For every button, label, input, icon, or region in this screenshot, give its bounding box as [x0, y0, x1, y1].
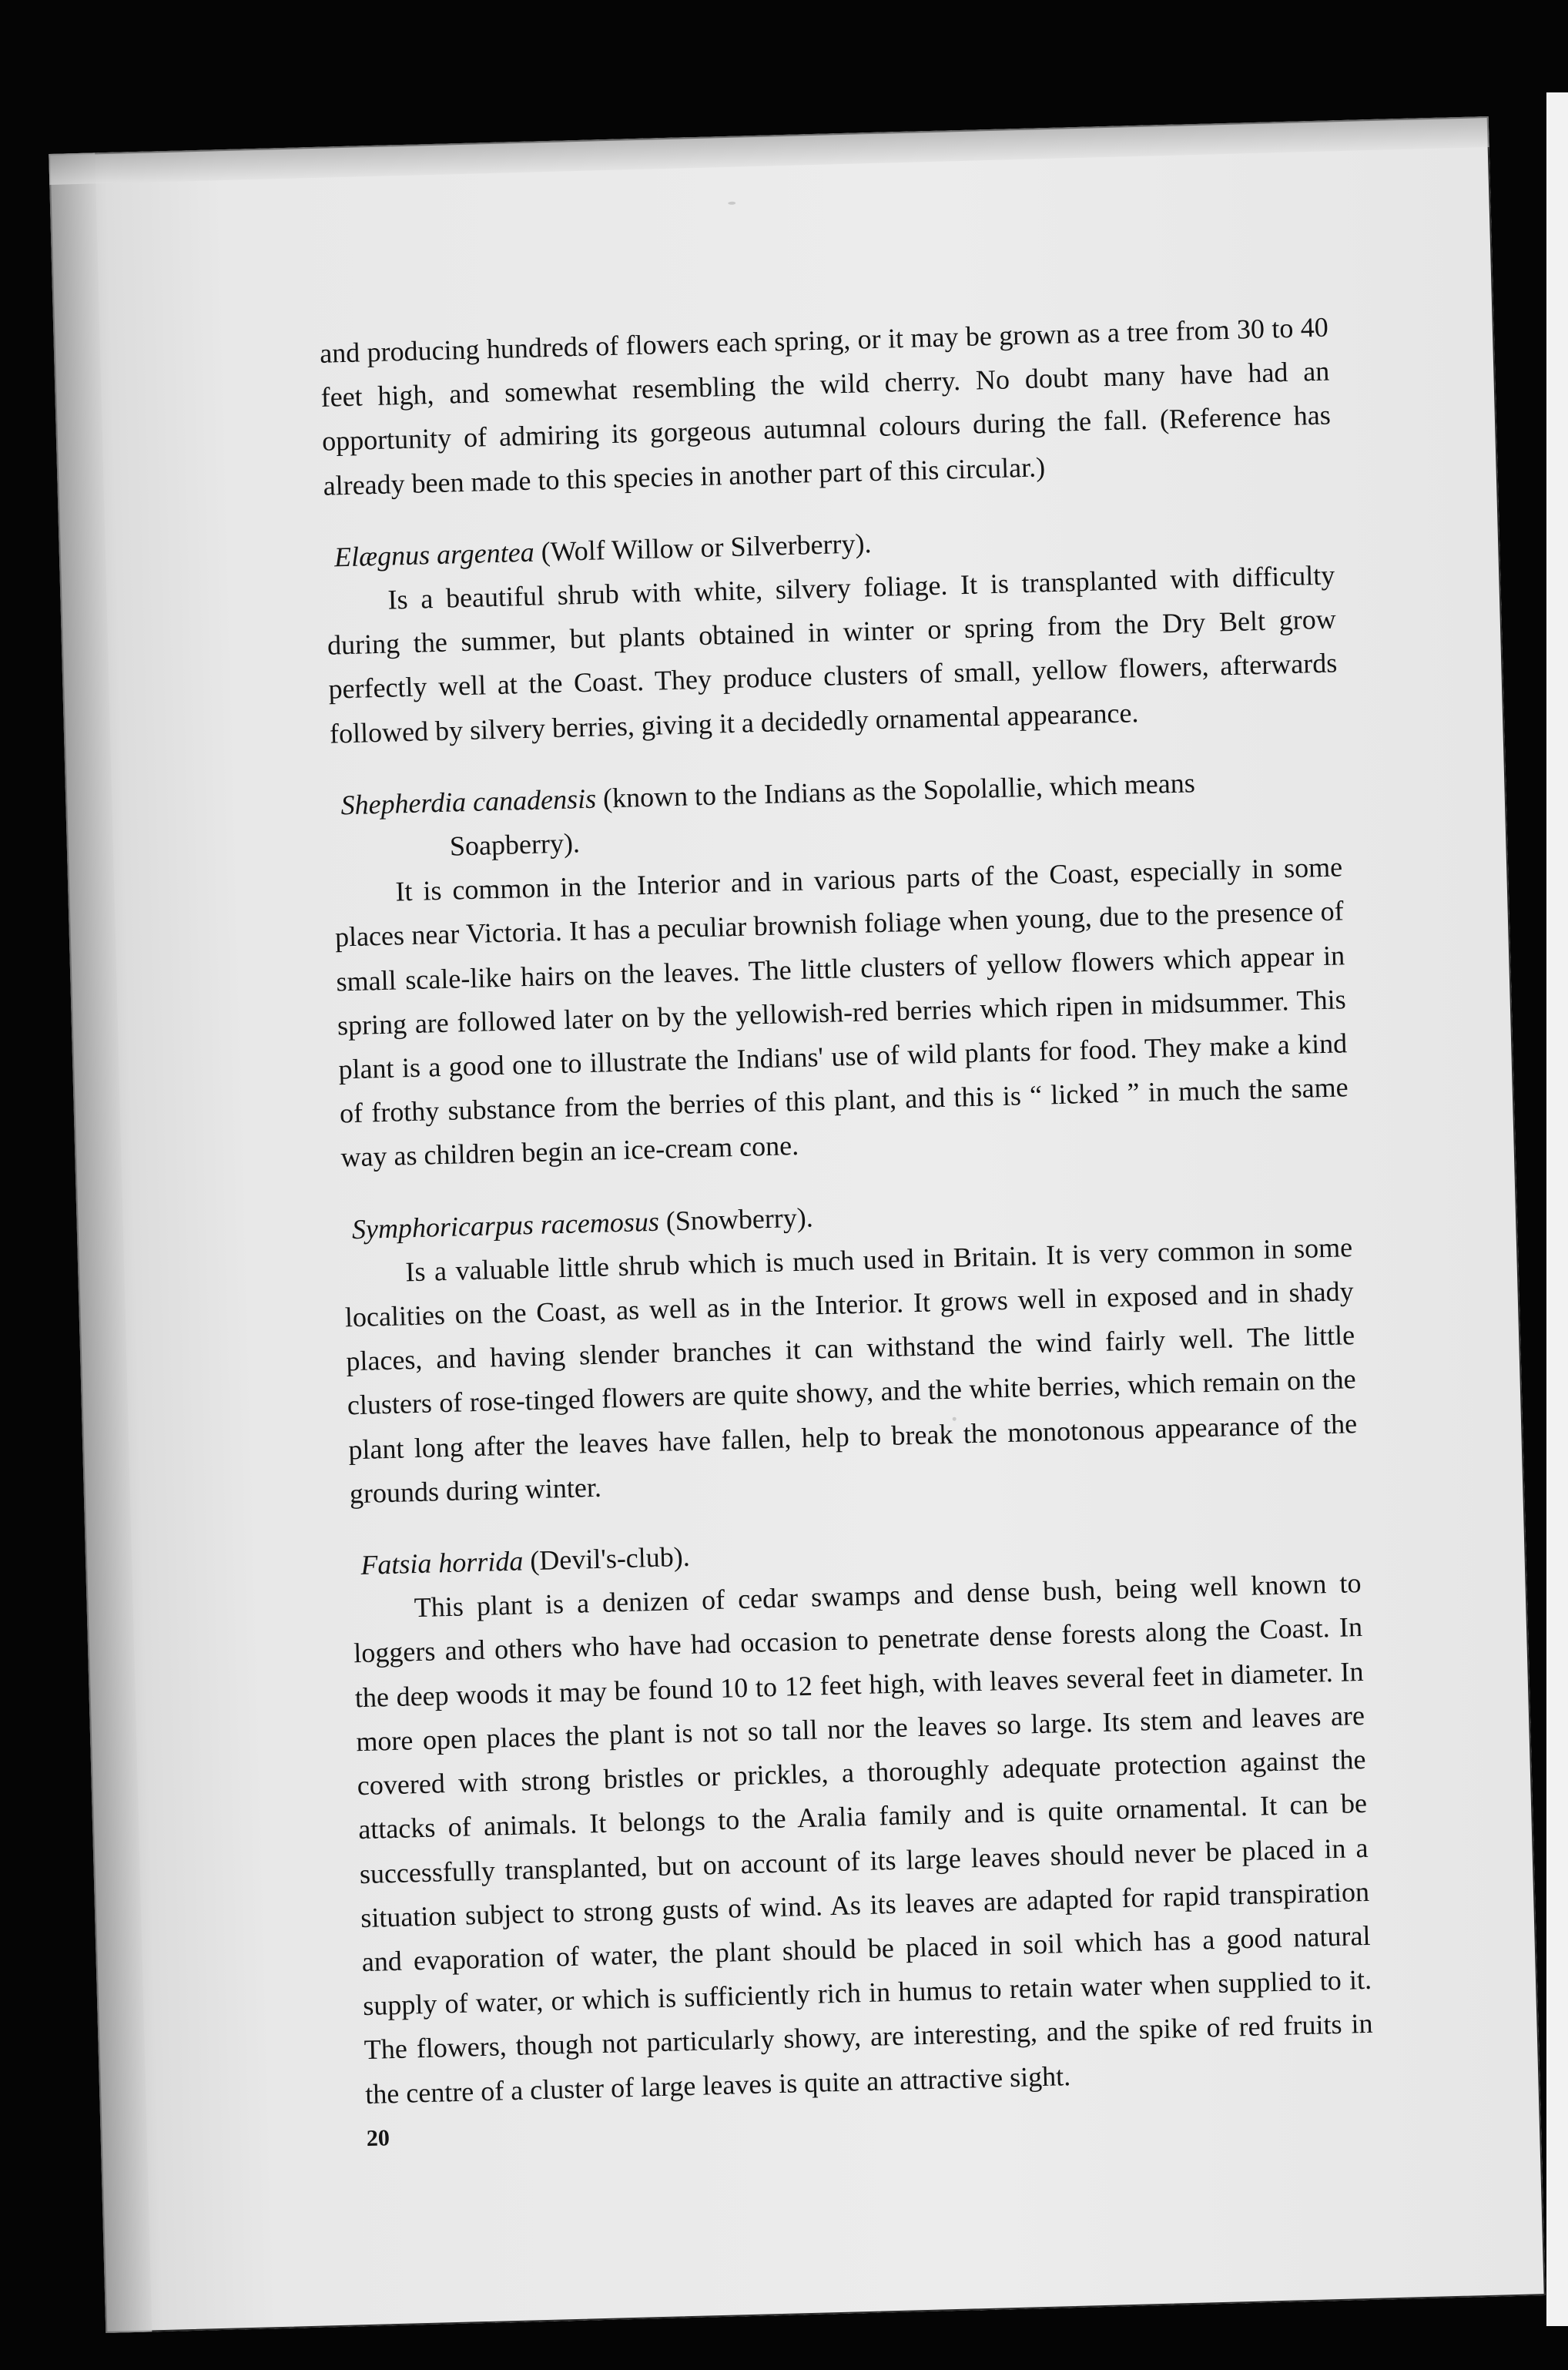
- page-top-shadow: [49, 116, 1489, 185]
- section-body: This plant is a denizen of cedar swamps and dense bush, being well known to loggers and others who have had occasion to penetrate dense forests along the Coast. In the deep woods it may be found 10 to 12 feet high, with leaves several feet in diameter. In more open places the plant is not so tall nor the leaves so large. Its stem and leaves are covered with strong bristles or prickles, a thoroughly adequate protection against the attacks of animals. It belongs to the Aralia family and is quite ornamental. It can be successfully transplanted, but on account of its large leaves should never be placed in a situation subject to strong gusts of wind. As its leaves are adapted for rapid transpiration and evaporation of water, the plant should be placed in soil which has a good natural supply of water, or which is sufficiently rich in humus to retain water when supplied to it. The flowers, though not particularly showy, are interesting, and the spike of red fruits in the centre of a cluster of large leaves is quite an attractive sight.: [353, 1567, 1373, 2110]
- adjacent-page-edge: [1546, 92, 1568, 2326]
- section-symphoricarpus: [342, 1182, 1359, 1517]
- latin-name: Fatsia horrida: [360, 1545, 524, 1581]
- common-name: (known to the Indians as the Sopolallie, which means: [602, 767, 1196, 814]
- scan-speck: [728, 202, 735, 205]
- common-name: (Snowberry).: [665, 1202, 814, 1237]
- page-number: 20: [366, 2124, 390, 2151]
- common-name: (Wolf Willow or Silverberry).: [541, 527, 872, 568]
- common-name: (Devil's-club).: [529, 1540, 691, 1577]
- page: [49, 116, 1545, 2333]
- latin-name: Symphoricarpus racemosus: [351, 1205, 660, 1245]
- section-fatsia: [351, 1517, 1375, 2117]
- article-text: [319, 306, 1375, 2160]
- section-body: Is a valuable little shrub which is much used in Britain. It is very common in some localities on the Coast, as well as in the Interior. It grows well in exposed and in shady places, and having slender branches it can withstand the wind fairly well. The little clusters of rose-tinged flowers are quite showy, and the white berries, which remain on the plant long after the leaves have fallen, help to break the monotonous appearance of the grounds during winter.: [344, 1232, 1358, 1510]
- section-body: Is a beautiful shrub with white, silvery foliage. It is transplanted with difficulty during the summer, but plants obtained in winter or spring from the Dry Belt grow perfectly well at the Coast. They produce clusters of small, yellow flowers, afterwards followed by silvery berries, giving it a decidedly ornamental appearance.: [327, 559, 1338, 749]
- intro-paragraph: and producing hundreds of flowers each spring, or it may be grown as a tree from 30 to 40 feet high, and somewhat resembling the wild cherry. No doubt many have had an opportunity of admiring its gorgeous autumnal colours during the fall. (Reference has already been made to this species in another part of this circular.): [319, 311, 1332, 501]
- section-elaegnus: [324, 509, 1338, 756]
- latin-name: Shepherdia canadensis: [340, 783, 597, 821]
- page-binding-shadow: [49, 153, 152, 2333]
- section-shepherdia: [331, 757, 1350, 1180]
- latin-name: Elægnus argentea: [333, 536, 535, 573]
- section-heading-continued: Soapberry).: [449, 827, 581, 862]
- section-body: It is common in the Interior and in various parts of the Coast, especially in some places near Victoria. It has a peculiar brownish foliage when young, due to the presence of small scale-like hairs on the leaves. The little clusters of yellow flowers which appear in spring are followed later on by the yellowish-red berries which ripen in midsummer. This plant is a good one to illustrate the Indians' use of wild plants for food. They make a kind of frothy substance from the berries of this plant, and this is “ licked ” in much the same way as children begin an ice-cream cone.: [334, 851, 1349, 1173]
